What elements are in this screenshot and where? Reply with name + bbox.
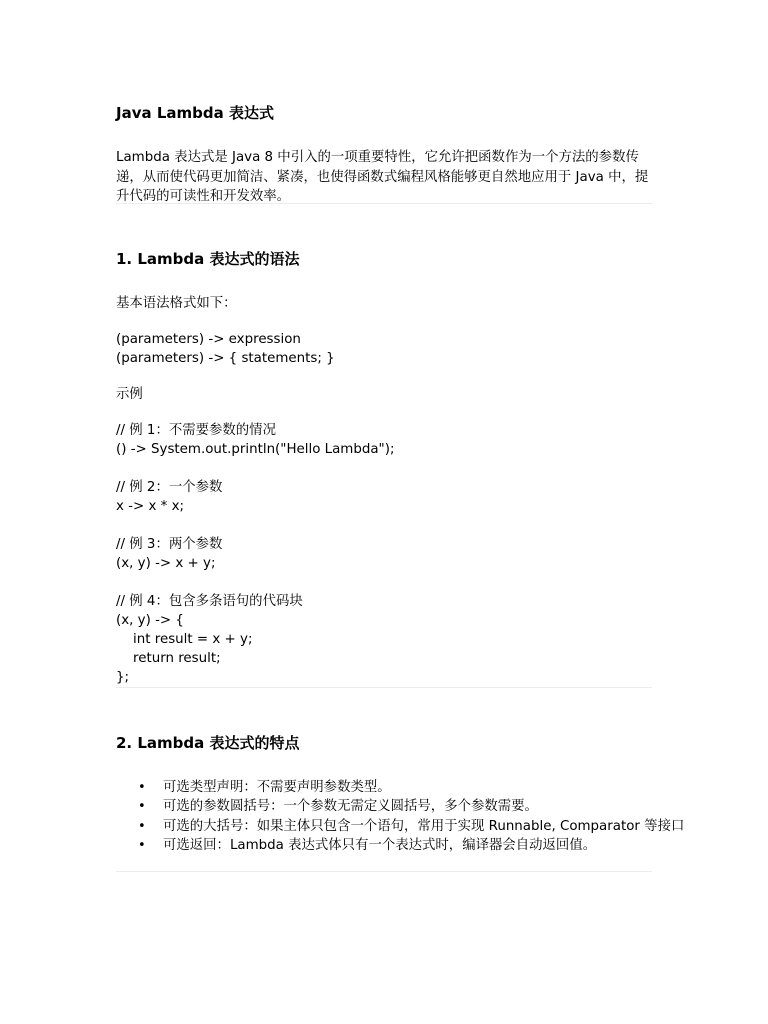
code-comment: // 例 3：两个参数 (116, 537, 223, 552)
code-line: return result; (116, 651, 221, 666)
section-heading-syntax: 1. Lambda 表达式的语法 (116, 250, 300, 268)
code-comment: // 例 1：不需要参数的情况 (116, 423, 276, 438)
features-list (116, 778, 684, 855)
code-comment: // 例 2：一个参数 (116, 480, 223, 495)
syntax-line: (parameters) -> { statements; } (116, 351, 335, 366)
code-line: x -> x * x; (116, 499, 185, 514)
section-heading-features: 2. Lambda 表达式的特点 (116, 734, 300, 752)
syntax-intro-text: 基本语法格式如下： (116, 296, 237, 311)
bullet-icon: • (138, 780, 146, 795)
list-item (116, 836, 684, 855)
bullet-icon: • (138, 818, 146, 834)
page-title: Java Lambda 表达式 (116, 104, 274, 122)
bullet-icon: • (138, 837, 146, 853)
code-comment: // 例 4：包含多条语句的代码块 (116, 594, 303, 609)
list-item (116, 778, 684, 797)
section-divider (116, 687, 652, 688)
section-divider (116, 203, 652, 204)
code-line: }; (116, 670, 130, 685)
example-label: 示例 (116, 387, 143, 402)
list-item (116, 817, 684, 836)
list-item-text: 可选的参数圆括号：一个参数无需定义圆括号，多个参数需要。 (163, 799, 538, 815)
code-line: () -> System.out.println("Hello Lambda"); (116, 442, 395, 457)
intro-paragraph: Lambda 表达式是 Java 8 中引入的一项重要特性，它允许把函数作为一个方法的参数传递，从而使代码更加简洁、紧凑，也使得函数式编程风格能够更自然地应用于 Java 中，提升代码的可读性和开发效率。 (116, 150, 649, 204)
list-item (116, 797, 684, 816)
code-line: (x, y) -> { (116, 613, 184, 628)
section-divider (116, 871, 652, 872)
syntax-line: (parameters) -> expression (116, 332, 301, 347)
list-item-text: 可选类型声明：不需要声明参数类型。 (163, 780, 391, 795)
list-item-text: 可选的大括号：如果主体只包含一个语句，常用于实现 Runnable, Comparator 等接口 (163, 818, 685, 834)
code-line: (x, y) -> x + y; (116, 556, 216, 571)
code-line: int result = x + y; (116, 632, 253, 647)
list-item-text: 可选返回：Lambda 表达式体只有一个表达式时，编译器会自动返回值。 (163, 837, 597, 853)
syntax-code-block (116, 330, 335, 368)
bullet-icon: • (138, 799, 146, 815)
